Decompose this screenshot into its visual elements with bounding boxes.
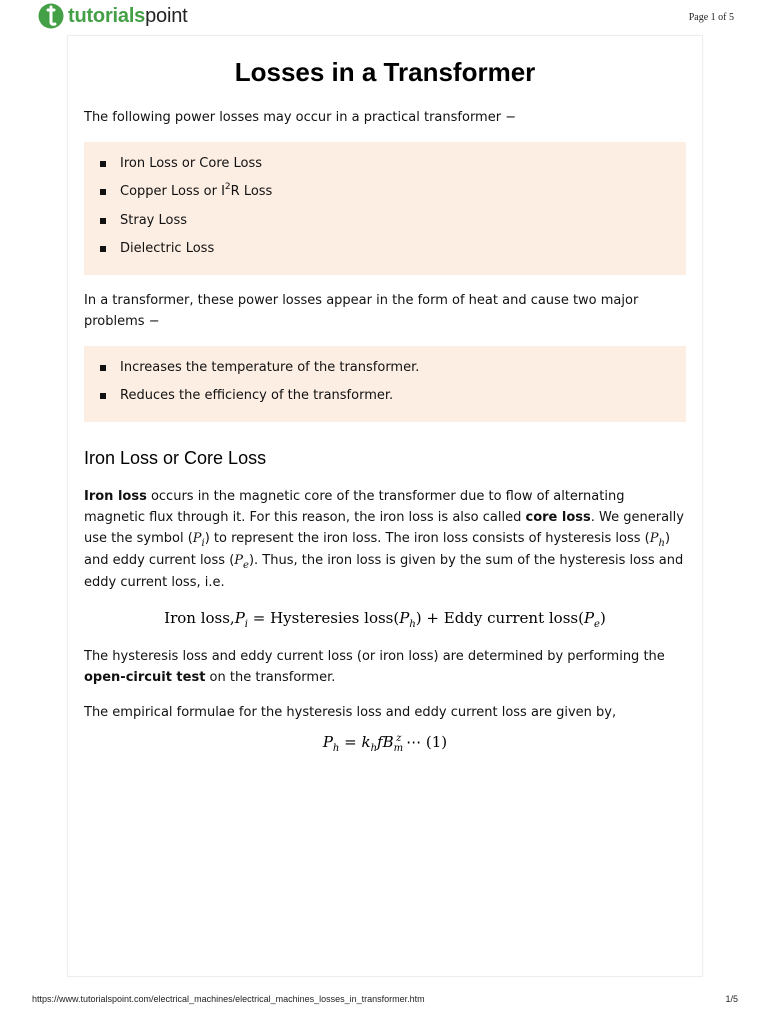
list-item: Copper Loss or $I^2R$ Loss <box>98 182 672 203</box>
square-bullet-icon <box>100 161 106 167</box>
page-footer <box>0 990 768 1010</box>
list-item: Increases the temperature of the transformer. <box>98 358 672 378</box>
tutorialspoint-logo[interactable] <box>38 3 187 29</box>
page-indicator: Page 1 of 5 <box>688 12 734 23</box>
loss-types-box <box>84 142 686 275</box>
square-bullet-icon <box>100 393 106 399</box>
iron-loss-equation: Iron $loss,P_i$ = Hysteresies $loss(P_h)$ + Eddy current $loss(P_e)$ <box>164 609 606 630</box>
open-circuit-paragraph: The hysteresis loss and eddy current loss (or iron loss) are determined by performing the open-circuit test on the transformer. <box>84 649 665 685</box>
article-content <box>84 36 686 770</box>
list-item: Stray Loss <box>98 211 672 231</box>
superscript: 2 <box>224 182 231 192</box>
footer-page-number: 1/5 <box>725 994 738 1004</box>
logo-text: tutorialspoint <box>68 4 188 27</box>
problems-box <box>84 346 686 422</box>
problems-list <box>98 358 672 406</box>
intro-paragraph: The following power losses may occur in a practical transformer − <box>84 110 517 125</box>
problems-paragraph: In a transformer, these power losses appear in the form of heat and cause two major problems − <box>84 293 639 329</box>
article-title: Losses in a Transformer <box>234 57 536 87</box>
empirical-paragraph: The empirical formulae for the hysteresis loss and eddy current loss are given by, <box>84 705 617 720</box>
list-item: Reduces the efficiency of the transformer. <box>98 386 672 406</box>
list-item: Dielectric Loss <box>98 239 672 259</box>
square-bullet-icon <box>100 189 106 195</box>
section-heading: Iron Loss or Core Loss <box>84 448 267 468</box>
loss-types-list <box>98 154 672 259</box>
source-url-link[interactable]: https://www.tutorialspoint.com/electrical_machines/electrical_machines_losses_in_transformer.htm <box>32 994 425 1004</box>
square-bullet-icon <box>100 246 106 252</box>
square-bullet-icon <box>100 218 106 224</box>
iron-loss-paragraph: Iron loss occurs in the magnetic core of the transformer due to flow of alternating magnetic flux through it. For this reason, the iron loss is also called core loss. We generally use the symbol $(P_i)$ to represent the iron loss. The iron loss consists of hysteresis loss $(P_h)$ and eddy current loss $(P_e)$. Thus, the iron loss is given by the sum of the hysteresis loss and eddy current loss, i.e. <box>84 489 684 590</box>
hysteresis-equation: $P_h = k_hfB_m^z$ ⋯ (1) <box>322 733 448 754</box>
square-bullet-icon <box>100 365 106 371</box>
list-item: Iron Loss or Core Loss <box>98 154 672 174</box>
page-header <box>0 0 768 36</box>
tutorialspoint-logo-icon <box>38 3 64 29</box>
